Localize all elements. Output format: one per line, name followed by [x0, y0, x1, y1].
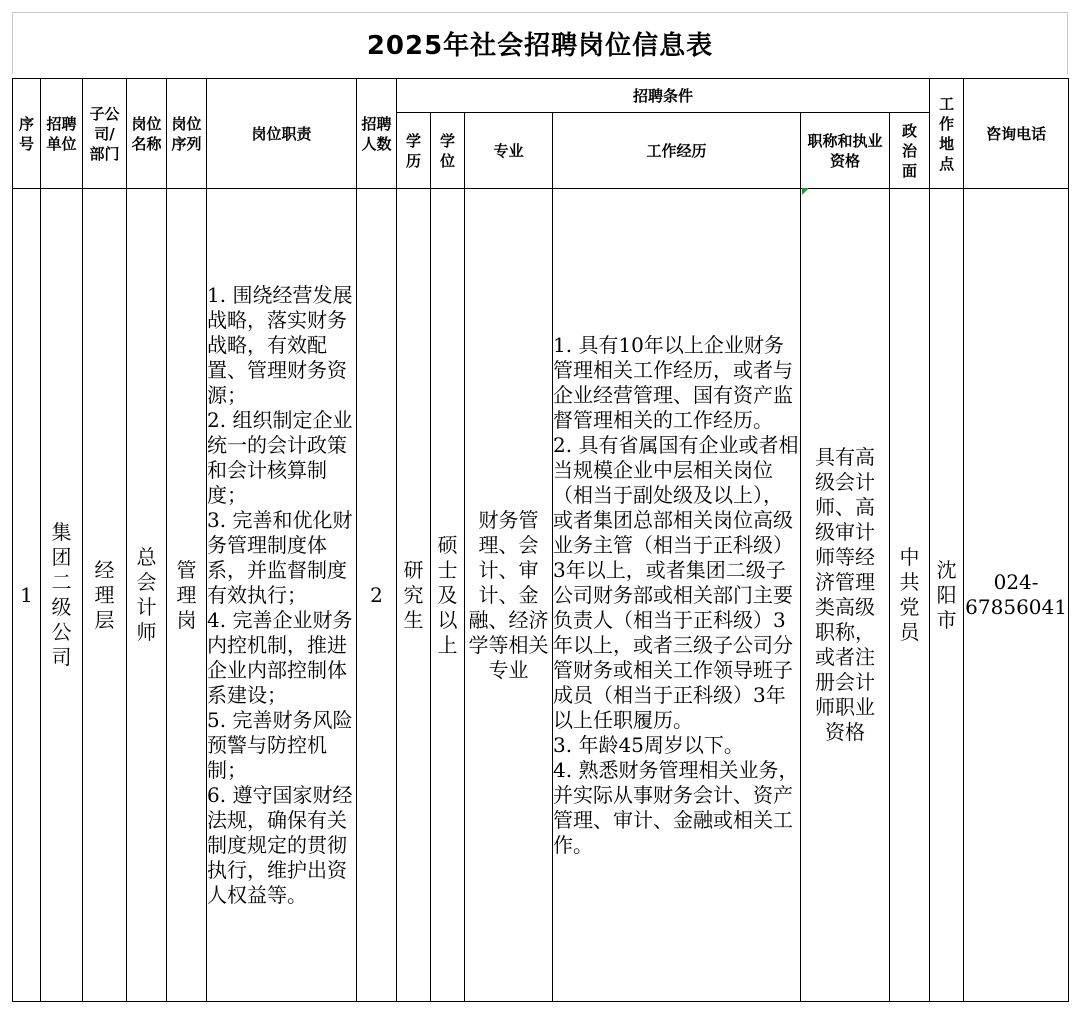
header-subsidiary: 子公司/部门	[83, 79, 127, 189]
cell-title-qualification: 具有高级会计师、高级审计师等经济管理类高级职称，或者注册会计师职业资格	[801, 189, 890, 1002]
experience-item: 3. 年龄45周岁以下。	[553, 732, 744, 757]
duty-item: 6. 遵守国家财经法规，确保有关制度规定的贯彻执行，维护出资人权益等。	[207, 782, 353, 907]
header-position-sequence: 岗位序列	[167, 79, 207, 189]
cell-education: 研究生	[397, 189, 431, 1002]
cell-position-name: 总会计师	[127, 189, 167, 1002]
header-location: 工作地点	[930, 79, 964, 189]
header-unit: 招聘单位	[41, 79, 83, 189]
duty-item: 2. 组织制定企业统一的会计政策和会计核算制度；	[207, 407, 353, 507]
experience-item: 2. 具有省属国有企业或者相当规模企业中层相关岗位（相当于副处级及以上），或者集团总部相关岗位高级业务主管（相当于正科级）3年以上，或者集团二级子公司财务部或相关部门主要负责人（相当于正科级）3年以上，或者三级子公司分管财务或相关工作领导班子成员（相当于正科级）3年以上任职履历。	[553, 432, 799, 732]
header-major: 专业	[465, 113, 553, 189]
page-title: 2025年社会招聘岗位信息表	[12, 12, 1068, 74]
header-degree: 学位	[431, 113, 465, 189]
experience-item: 4. 熟悉财务管理相关业务，并实际从事财务会计、资产管理、审计、金融或相关工作。	[553, 757, 799, 857]
cell-subsidiary: 经理层	[83, 189, 127, 1002]
header-row-1	[13, 79, 1069, 113]
cell-degree: 硕士及以上	[431, 189, 465, 1002]
duty-item: 5. 完善财务风险预警与防控机制；	[207, 707, 353, 782]
header-education: 学历	[397, 113, 431, 189]
header-experience: 工作经历	[553, 113, 801, 189]
cell-location: 沈阳市	[930, 189, 964, 1002]
cell-major: 财务管理、会计、审计、金融、经济学等相关专业	[465, 189, 553, 1002]
recruitment-sheet	[12, 12, 1068, 1002]
header-duties: 岗位职责	[207, 79, 357, 189]
recruitment-table	[12, 78, 1069, 1002]
cell-headcount: 2	[357, 189, 397, 1002]
header-phone: 咨询电话	[964, 79, 1069, 189]
duty-item: 4. 完善企业财务内控机制，推进企业内部控制体系建设；	[207, 607, 353, 707]
cell-seq: 1	[13, 189, 41, 1002]
header-conditions: 招聘条件	[397, 79, 930, 113]
header-seq: 序号	[13, 79, 41, 189]
duty-item: 1. 围绕经营发展战略，落实财务战略，有效配置、管理财务资源；	[207, 282, 353, 407]
table-row	[13, 189, 1069, 1002]
cell-political: 中共党员	[890, 189, 930, 1002]
header-title-qualification: 职称和执业资格	[801, 113, 890, 189]
cell-duties	[207, 189, 357, 1002]
header-headcount: 招聘人数	[357, 79, 397, 189]
header-political: 政治面	[890, 113, 930, 189]
cell-experience	[553, 189, 801, 1002]
duty-item: 3. 完善和优化财务管理制度体系，并监督制度有效执行；	[207, 507, 353, 607]
cell-comment-marker	[802, 188, 809, 195]
cell-position-sequence: 管理岗	[167, 189, 207, 1002]
cell-phone: 024-67856041	[964, 189, 1069, 1002]
cell-unit: 集团二级公司	[41, 189, 83, 1002]
header-position-name: 岗位名称	[127, 79, 167, 189]
experience-item: 1. 具有10年以上企业财务管理相关工作经历，或者与企业经营管理、国有资产监督管理相关的工作经历。	[553, 332, 793, 432]
